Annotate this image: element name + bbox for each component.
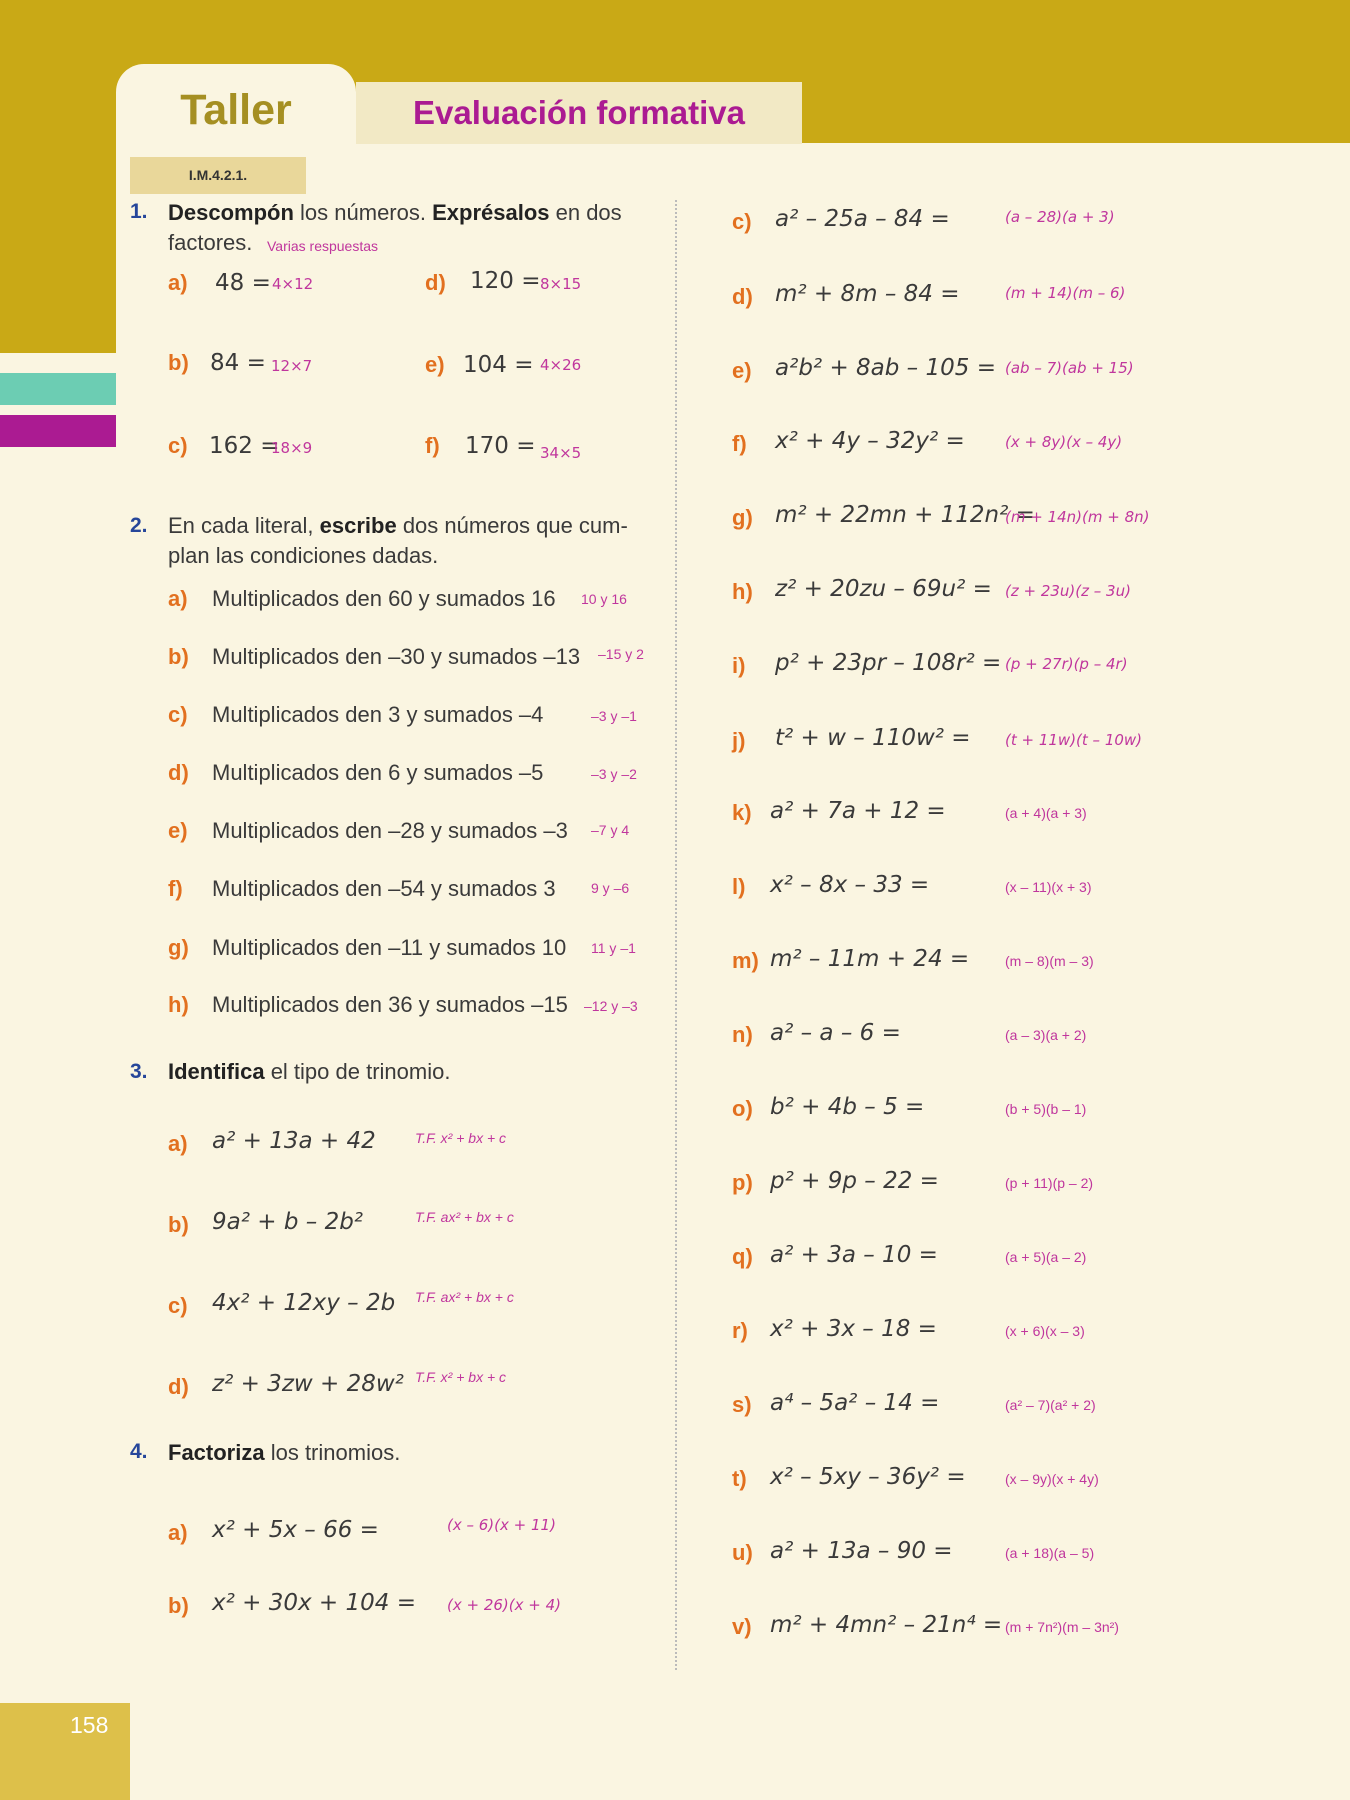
ex1-e-answer: 4×26 — [540, 356, 582, 374]
ex3-b-expr: 9a² + b – 2b² — [212, 1209, 364, 1235]
ex4-b-label: b) — [168, 1593, 189, 1618]
section-title: Evaluación formativa — [413, 94, 745, 131]
ex4-h-answer: (z + 23u)(z – 3u) — [1005, 582, 1131, 600]
ex4-o-label: o) — [732, 1096, 753, 1121]
ex3-c-expr: 4x² + 12xy – 2b — [212, 1290, 396, 1316]
ex4-p-label: p) — [732, 1170, 753, 1195]
ex4-h-expr: z² + 20zu – 69u² = — [775, 576, 992, 602]
ex4-l-answer: (x – 11)(x + 3) — [1005, 879, 1092, 895]
ex2-d-answer: –3 y –2 — [591, 766, 637, 782]
ex2-a-label: a) — [168, 586, 188, 611]
ex1-f-expr: 170 = — [465, 433, 536, 459]
ex4-g-answer: (m + 14n)(m + 8n) — [1005, 508, 1150, 526]
ex4-u-expr: a² + 13a – 90 = — [770, 1538, 953, 1564]
ex4-j-label: j) — [732, 728, 746, 753]
ex4-i-label: i) — [732, 653, 746, 678]
ex2-c-answer: –3 y –1 — [591, 708, 637, 724]
ex2-number: 2. — [130, 514, 148, 537]
ex3-instruction — [168, 1057, 450, 1087]
ex2-a-text: Multiplicados den 60 y sumados 16 — [212, 586, 556, 611]
ex4-i-answer: (p + 27r)(p – 4r) — [1005, 655, 1128, 673]
ex3-d-expr: z² + 3zw + 28w² — [212, 1371, 404, 1397]
left-banner — [0, 143, 116, 353]
ex4-u-answer: (a + 18)(a – 5) — [1005, 1545, 1095, 1561]
ex4-t-answer: (x – 9y)(x + 4y) — [1005, 1471, 1099, 1487]
ex4-j-expr: t² + w – 110w² = — [775, 725, 971, 751]
taller-label: Taller — [180, 86, 292, 134]
ex2-line2: plan las condiciones dadas. — [168, 543, 439, 568]
ex4-e-answer: (ab – 7)(ab + 15) — [1005, 359, 1134, 377]
ex4-h-label: h) — [732, 579, 753, 604]
page-number: 158 — [70, 1712, 109, 1738]
ex1-c-answer: 18×9 — [271, 439, 313, 457]
ex2-f-text: Multiplicados den –54 y sumados 3 — [212, 876, 556, 901]
ex4-e-label: e) — [732, 358, 752, 383]
ex2-g-text: Multiplicados den –11 y sumados 10 — [212, 935, 567, 960]
ex2-instruction — [168, 511, 628, 541]
ex2-d-text: Multiplicados den 6 y sumados –5 — [212, 760, 544, 785]
ex4-c-expr: a² – 25a – 84 = — [775, 206, 950, 232]
ex4-r-label: r) — [732, 1318, 748, 1343]
ex4-m-label: m) — [732, 948, 759, 973]
ex3-d-label: d) — [168, 1374, 189, 1399]
ex4-l-expr: x² – 8x – 33 = — [770, 872, 930, 898]
ex4-g-expr: m² + 22mn + 112n² = — [775, 502, 1035, 528]
ex4-d-answer: (m + 14)(m – 6) — [1005, 284, 1126, 302]
page-number-box — [0, 1703, 130, 1800]
ex1-c-label: c) — [168, 433, 188, 458]
ex2-b-text: Multiplicados den –30 y sumados –13 — [212, 644, 581, 669]
ex4-n-label: n) — [732, 1022, 753, 1047]
ex4-a-label: a) — [168, 1520, 188, 1545]
ex1-d-answer: 8×15 — [540, 275, 582, 293]
ex4-n-expr: a² – a – 6 = — [770, 1020, 901, 1046]
ex2-f-label: f) — [168, 876, 183, 901]
indicator-code: I.M.4.2.1. — [130, 157, 306, 194]
ex4-t-label: t) — [732, 1466, 747, 1491]
ex1-b-label: b) — [168, 350, 189, 375]
ex4-c-answer: (a – 28)(a + 3) — [1005, 208, 1115, 226]
ex2-c-text: Multiplicados den 3 y sumados –4 — [212, 702, 544, 727]
ex4-b-expr: x² + 30x + 104 = — [212, 1590, 416, 1616]
ex4-verb: Factoriza — [168, 1440, 265, 1465]
ex1-d-expr: 120 = — [470, 268, 541, 294]
ex2-h-text: Multiplicados den 36 y sumados –15 — [212, 992, 568, 1017]
ex4-m-answer: (m – 8)(m – 3) — [1005, 953, 1094, 969]
ex2-f-answer: 9 y –6 — [591, 880, 630, 896]
ex4-r-answer: (x + 6)(x – 3) — [1005, 1323, 1085, 1339]
ex2-pre: En cada literal, — [168, 513, 320, 538]
ex3-verb: Identifica — [168, 1059, 265, 1084]
ex4-s-answer: (a² – 7)(a² + 2) — [1005, 1397, 1096, 1413]
ex4-u-label: u) — [732, 1540, 753, 1565]
ex1-number: 1. — [130, 200, 148, 223]
ex4-v-answer: (m + 7n²)(m – 3n²) — [1005, 1619, 1119, 1635]
ex4-o-answer: (b + 5)(b – 1) — [1005, 1101, 1087, 1117]
ex4-a-answer: (x – 6)(x + 11) — [447, 1516, 556, 1534]
ex4-t-expr: x² – 5xy – 36y² = — [770, 1464, 966, 1490]
ex2-post: dos números que cum- — [396, 513, 628, 538]
ex4-b-answer: (x + 26)(x + 4) — [447, 1596, 562, 1614]
ex1-note: Varias respuestas — [267, 238, 379, 254]
ex3-b-answer: T.F. ax² + bx + c — [415, 1209, 514, 1225]
ex2-e-label: e) — [168, 818, 188, 843]
ex4-v-label: v) — [732, 1614, 752, 1639]
ex3-a-expr: a² + 13a + 42 — [212, 1128, 376, 1154]
ex2-verb: escribe — [319, 513, 397, 538]
ex1-e-label: e) — [425, 352, 445, 377]
ex4-d-expr: m² + 8m – 84 = — [775, 281, 960, 307]
ex1-c-expr: 162 = — [209, 433, 280, 459]
column-divider — [675, 200, 677, 1670]
ex2-a-answer: 10 y 16 — [581, 591, 627, 607]
ex4-v-expr: m² + 4mn² – 21n⁴ = — [770, 1612, 1003, 1638]
ex1-b-answer: 12×7 — [271, 357, 313, 375]
ex4-j-answer: (t + 11w)(t – 10w) — [1005, 731, 1143, 749]
ex4-f-answer: (x + 8y)(x – 4y) — [1005, 433, 1123, 451]
ex4-q-expr: a² + 3a – 10 = — [770, 1242, 938, 1268]
ex1-f-answer: 34×5 — [540, 444, 582, 462]
ex1-verb1: Descompón — [168, 200, 294, 225]
ex2-c-label: c) — [168, 702, 188, 727]
ex2-h-label: h) — [168, 992, 189, 1017]
ex3-d-answer: T.F. x² + bx + c — [415, 1369, 507, 1385]
ex1-rest: en dos — [549, 200, 622, 225]
ex4-p-answer: (p + 11)(p – 2) — [1005, 1175, 1094, 1191]
ex4-k-answer: (a + 4)(a + 3) — [1005, 805, 1087, 821]
ex1-line2: factores. — [168, 230, 253, 255]
ex4-k-expr: a² + 7a + 12 = — [770, 798, 946, 824]
ex4-r-expr: x² + 3x – 18 = — [770, 1316, 937, 1342]
ex4-d-label: d) — [732, 284, 753, 309]
ex3-c-answer: T.F. ax² + bx + c — [415, 1289, 514, 1305]
ex2-d-label: d) — [168, 760, 189, 785]
ex4-c-label: c) — [732, 209, 752, 234]
ex1-f-label: f) — [425, 433, 440, 458]
ex4-s-label: s) — [732, 1392, 752, 1417]
ex3-rest: el tipo de trinomio. — [264, 1059, 451, 1084]
ex3-b-label: b) — [168, 1212, 189, 1237]
ex4-instruction — [168, 1438, 400, 1468]
ex1-a-label: a) — [168, 270, 188, 295]
ex1-a-expr: 48 = — [215, 270, 271, 296]
ex4-n-answer: (a – 3)(a + 2) — [1005, 1027, 1087, 1043]
ex2-b-label: b) — [168, 644, 189, 669]
ex4-f-expr: x² + 4y – 32y² = — [775, 428, 965, 454]
ex2-h-answer: –12 y –3 — [584, 998, 638, 1014]
ex4-p-expr: p² + 9p – 22 = — [770, 1168, 939, 1194]
ex2-e-text: Multiplicados den –28 y sumados –3 — [212, 818, 568, 843]
ex4-m-expr: m² – 11m + 24 = — [770, 946, 970, 972]
ex4-a-expr: x² + 5x – 66 = — [212, 1517, 379, 1543]
ex4-l-label: l) — [732, 874, 746, 899]
ex4-i-expr: p² + 23pr – 108r² = — [775, 650, 1002, 676]
ex3-c-label: c) — [168, 1293, 188, 1318]
magenta-stripe — [0, 415, 116, 447]
ex1-a-answer: 4×12 — [272, 275, 314, 293]
ex1-b-expr: 84 = — [210, 350, 266, 376]
taller-tab — [116, 64, 356, 164]
ex4-g-label: g) — [732, 505, 753, 530]
ex3-number: 3. — [130, 1060, 148, 1083]
teal-stripe — [0, 373, 116, 405]
ex4-k-label: k) — [732, 800, 752, 825]
ex4-o-expr: b² + 4b – 5 = — [770, 1094, 925, 1120]
ex1-e-expr: 104 = — [463, 352, 534, 378]
ex3-a-answer: T.F. x² + bx + c — [415, 1130, 507, 1146]
evaluation-tab — [356, 82, 802, 144]
ex1-instruction — [168, 198, 656, 228]
ex4-number: 4. — [130, 1440, 148, 1463]
ex1-d-label: d) — [425, 270, 446, 295]
ex4-q-label: q) — [732, 1244, 753, 1269]
ex4-s-expr: a⁴ – 5a² – 14 = — [770, 1390, 940, 1416]
ex2-g-answer: 11 y –1 — [591, 940, 636, 956]
ex4-rest: los trinomios. — [264, 1440, 401, 1465]
ex2-e-answer: –7 y 4 — [591, 822, 630, 838]
ex4-q-answer: (a + 5)(a – 2) — [1005, 1249, 1087, 1265]
ex3-a-label: a) — [168, 1131, 188, 1156]
ex2-g-label: g) — [168, 935, 189, 960]
ex1-mid: los números. — [293, 200, 433, 225]
ex1-verb2: Exprésalos — [432, 200, 550, 225]
ex2-b-answer: –15 y 2 — [598, 646, 644, 662]
ex4-f-label: f) — [732, 431, 747, 456]
ex4-e-expr: a²b² + 8ab – 105 = — [775, 355, 996, 381]
